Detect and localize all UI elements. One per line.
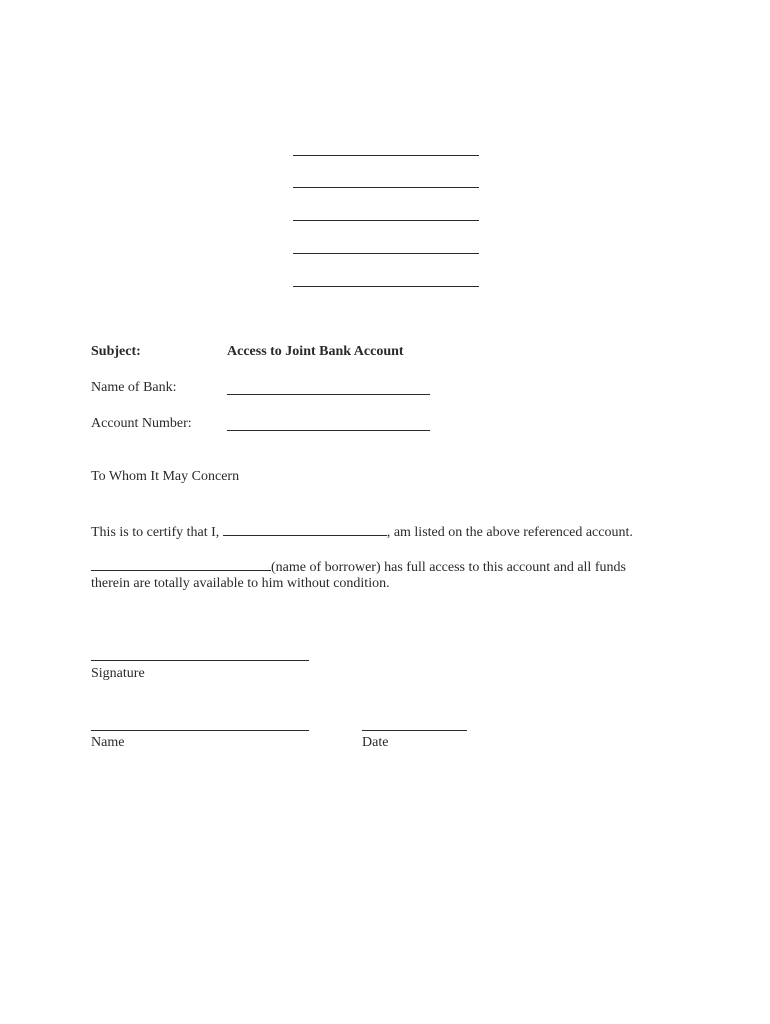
borrower-line1-text: (name of borrower) has full access to this account and all funds [271, 560, 626, 575]
certify-suffix: , am listed on the above referenced account. [386, 525, 633, 540]
address-line-3[interactable] [293, 220, 479, 221]
account-number-field[interactable] [227, 430, 430, 431]
certify-prefix: This is to certify that I, [91, 525, 220, 540]
name-label: Name [91, 735, 125, 750]
salutation: To Whom It May Concern [91, 469, 240, 484]
address-line-1[interactable] [293, 155, 479, 156]
borrower-sentence-line-1 [91, 558, 626, 576]
name-field[interactable] [91, 730, 309, 731]
date-field[interactable] [362, 730, 467, 731]
address-line-4[interactable] [293, 253, 479, 254]
signature-field[interactable] [91, 660, 309, 661]
account-number-label: Account Number: [91, 416, 192, 431]
borrower-name-field[interactable] [91, 558, 271, 571]
address-line-2[interactable] [293, 187, 479, 188]
bank-name-label: Name of Bank: [91, 380, 177, 395]
certifier-name-field[interactable] [223, 523, 387, 536]
certify-sentence [91, 523, 633, 541]
subject-label: Subject: [91, 344, 141, 359]
date-label: Date [362, 735, 389, 750]
address-line-5[interactable] [293, 286, 479, 287]
bank-name-field[interactable] [227, 394, 430, 395]
borrower-sentence-line-2: therein are totally available to him without condition. [91, 576, 390, 591]
subject-value: Access to Joint Bank Account [227, 344, 404, 359]
signature-label: Signature [91, 666, 145, 681]
